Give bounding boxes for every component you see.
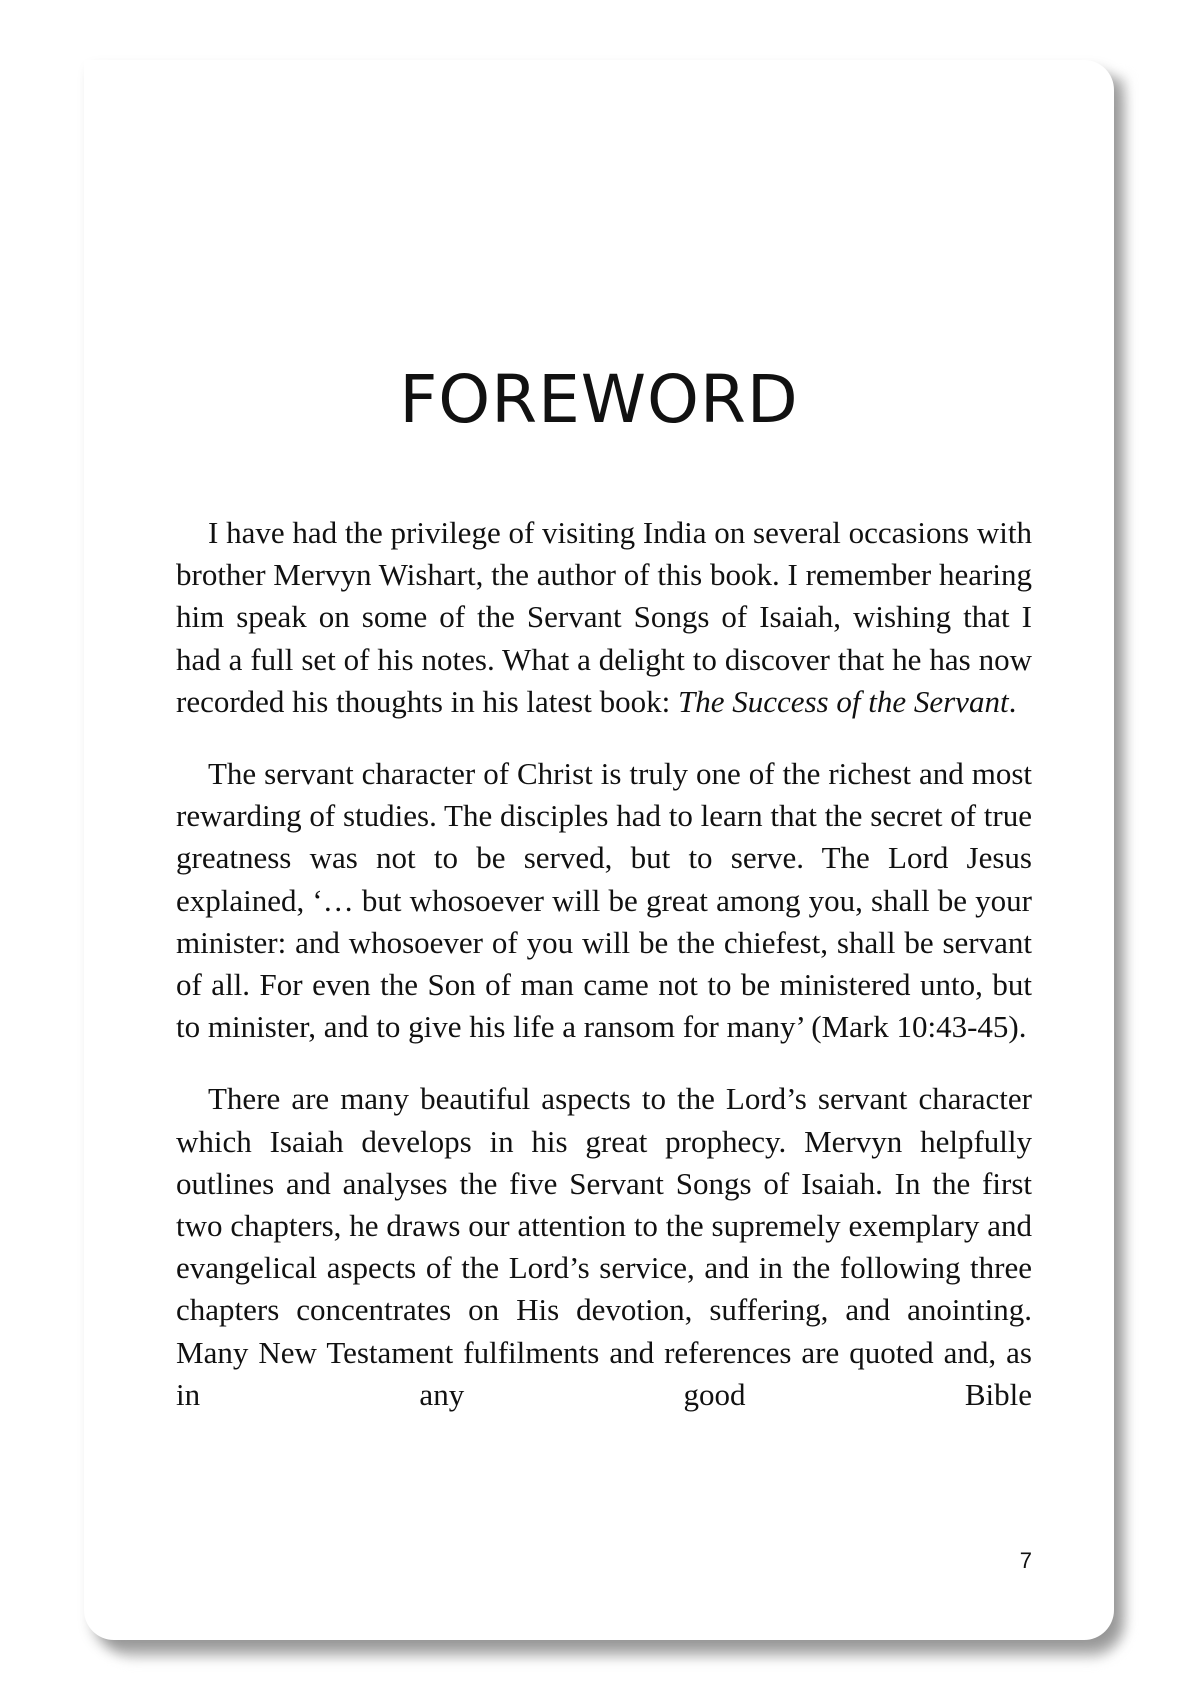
book-title-italic: The Success of the Servant [677,683,1009,719]
paragraph-3: There are many beautiful aspects to the Lord’s servant character which Isaiah develops in his great prophecy. Mervyn helpfully outlines and analyses the five Servant Songs of Isaiah. In the first two chapters, he draws our attention to the supremely exemplary and evangelical aspects of the Lord’s service, and in the following three chapters concentrates on His devotion, suffering, and anointing. Many New Testament fulfilments and references are quoted and, as in any good Bible [176,1081,1032,1412]
page-title: FOREWORD [399,361,799,438]
foreword-body [176,512,1032,1446]
paragraph-1-end: . [1008,683,1017,719]
paragraph-1 [176,512,1032,723]
paragraph-1-text: I have had the privilege of visiting India on several occasions with brother Mervyn Wishart, the author of this book. I remember hearing him speak on some of the Servant Songs of Isaiah, wishing that I had a full set of his notes. What a delight to discover that he has now recorded his thoughts in his latest book: [176,515,1032,719]
page-number: 7 [1019,1548,1032,1573]
book-page [84,60,1114,1640]
paragraph-2: The servant character of Christ is truly one of the richest and most rewarding of studies. The disciples had to learn that the secret of true greatness was not to be served, but to serve. The Lord Jesus explained, ‘… but whosoever will be great among you, shall be your minister: and whosoever of you will be the chiefest, shall be servant of all. For even the Son of man came not to be ministered unto, but to minister, and to give his life a ransom for many’ (Mark 10:43-45). [176,756,1032,1045]
